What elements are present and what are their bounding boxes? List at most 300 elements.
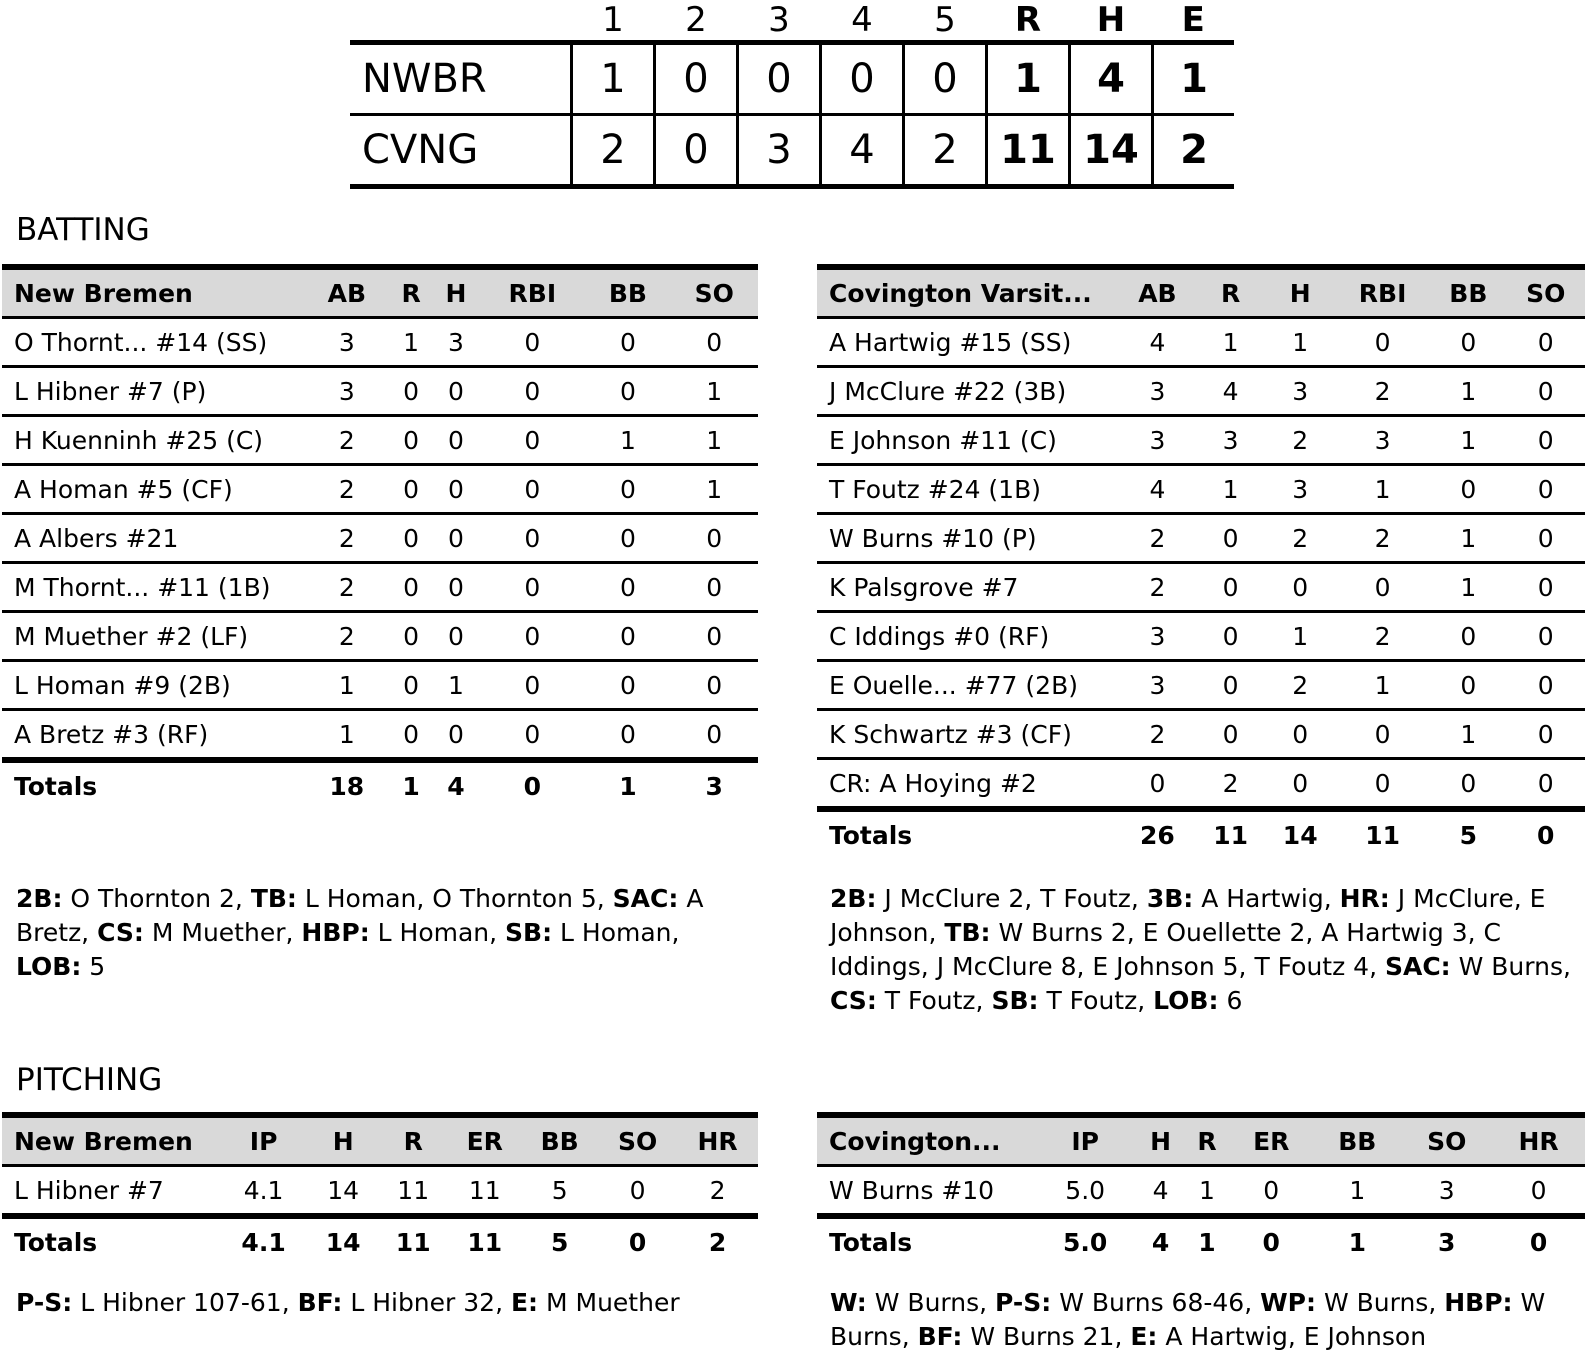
stat-cell: 1 — [304, 661, 390, 710]
player-row — [817, 759, 1585, 810]
column-header: SO — [670, 267, 758, 318]
stat-cell: 0 — [1537, 768, 1554, 798]
player-name: M Thornt... #11 (1B) — [2, 563, 304, 612]
stat-cell: 1 — [390, 318, 433, 367]
note-label: LOB: — [1153, 986, 1219, 1015]
note-label: SAC: — [1384, 952, 1451, 981]
inning-header: 4 — [851, 0, 873, 40]
stat-cell: 1 — [1430, 710, 1506, 759]
stat-cell: 2 — [1119, 710, 1196, 759]
stat-cell: 0 — [1335, 563, 1430, 612]
stat-cell: 0 — [433, 514, 480, 563]
stat-cell: 3 — [1438, 1175, 1455, 1205]
stat-cell: 1 — [1430, 514, 1506, 563]
stat-cell: 1 — [1430, 367, 1506, 416]
note-text: 6 — [1218, 986, 1243, 1015]
stat-cell: 0 — [1506, 416, 1585, 465]
note-text: L Hibner 32, — [342, 1288, 511, 1317]
stat-cell: 0 — [479, 416, 585, 465]
column-header: R — [1196, 267, 1266, 318]
pitching-section-title: PITCHING — [16, 1062, 163, 1098]
stat-cell: 2 — [1335, 612, 1430, 661]
line-score-row-home — [350, 115, 1234, 187]
note-label: HBP: — [1444, 1288, 1513, 1317]
batting-notes-covington — [830, 882, 1580, 1018]
total-cell: 0 — [1492, 1216, 1585, 1265]
stat-cell: 2 — [1119, 563, 1196, 612]
player-name: K Palsgrove #7 — [817, 563, 1119, 612]
team-name-header: New Bremen — [2, 267, 304, 318]
inning-score: 0 — [655, 115, 738, 187]
stat-cell: 0 — [1506, 367, 1585, 416]
note-label: TB: — [250, 884, 297, 913]
stat-cell: 0 — [479, 514, 585, 563]
stat-cell: 0 — [390, 661, 433, 710]
inning-score: 0 — [904, 43, 987, 115]
stat-cell: 0 — [390, 514, 433, 563]
stat-cell: 0 — [706, 719, 723, 749]
player-name: C Iddings #0 (RF) — [817, 612, 1119, 661]
stat-cell: 1 — [338, 719, 355, 749]
inning-header: 2 — [685, 0, 707, 40]
stat-cell: 11 — [397, 1175, 430, 1205]
stat-cell: 0 — [1265, 710, 1335, 759]
stat-cell: 4 — [1119, 465, 1196, 514]
stat-cell: 0 — [1506, 514, 1585, 563]
column-header: SO — [1506, 267, 1585, 318]
stat-cell: 0 — [1335, 318, 1430, 367]
note-label: SB: — [505, 918, 553, 947]
total-hits: 14 — [1070, 115, 1153, 187]
player-name: A Albers #21 — [2, 514, 304, 563]
stat-cell: 0 — [670, 563, 758, 612]
note-text: A Hartwig, E Johnson — [1157, 1322, 1427, 1351]
stat-cell: 0 — [1506, 318, 1585, 367]
total-cell: 1 — [1185, 1216, 1230, 1265]
stat-cell: 0 — [1506, 465, 1585, 514]
note-label: 3B: — [1146, 884, 1194, 913]
player-row — [2, 367, 758, 416]
stat-cell: 0 — [433, 416, 480, 465]
stat-cell: 3 — [1119, 612, 1196, 661]
stat-cell: 0 — [670, 661, 758, 710]
note-text: W Burns 21, — [962, 1322, 1131, 1351]
column-header: H — [433, 267, 480, 318]
stat-cell: 0 — [585, 318, 670, 367]
column-header: BB — [1313, 1115, 1401, 1166]
stat-cell: 2 — [1265, 661, 1335, 710]
total-cell: 5 — [1430, 809, 1506, 858]
column-header: RBI — [479, 267, 585, 318]
stat-cell: 0 — [403, 719, 420, 749]
pitching-table-new-bremen — [2, 1112, 758, 1265]
total-cell: 4.1 — [219, 1216, 308, 1265]
stat-cell: 1 — [670, 465, 758, 514]
column-header: BB — [585, 267, 670, 318]
inning-score: 0 — [655, 43, 738, 115]
stat-cell: 3 — [1119, 367, 1196, 416]
stat-cell: 2 — [304, 416, 390, 465]
total-cell: 0 — [1506, 809, 1585, 858]
stat-cell: 0 — [433, 367, 480, 416]
stat-cell: 0 — [1506, 661, 1585, 710]
player-row — [817, 514, 1585, 563]
player-row — [817, 661, 1585, 710]
stat-cell: 1 — [433, 661, 480, 710]
stat-cell: 0 — [479, 318, 585, 367]
stat-cell: 1 — [585, 416, 670, 465]
note-label: HR: — [1339, 884, 1390, 913]
player-name: M Muether #2 (LF) — [2, 612, 304, 661]
stat-cell: 0 — [1506, 710, 1585, 759]
column-header: SO — [598, 1115, 677, 1166]
stat-cell: 2 — [304, 514, 390, 563]
player-name: T Foutz #24 (1B) — [817, 465, 1119, 514]
note-label: CS: — [830, 986, 877, 1015]
player-name: W Burns #10 — [829, 1175, 995, 1205]
stat-cell: 2 — [1335, 514, 1430, 563]
player-name: J McClure #22 (3B) — [817, 367, 1119, 416]
stat-cell: 0 — [670, 514, 758, 563]
player-row — [2, 416, 758, 465]
stat-cell: 0 — [1196, 710, 1266, 759]
column-header: ER — [1229, 1115, 1313, 1166]
runs-header: R — [1014, 0, 1042, 40]
note-text: M Muether, — [143, 918, 302, 947]
note-label: P-S: — [995, 1288, 1052, 1317]
total-errors: 2 — [1153, 115, 1235, 187]
totals-row — [2, 1216, 758, 1265]
stat-cell: 0 — [585, 367, 670, 416]
stat-cell: 11 — [468, 1175, 501, 1205]
stat-cell: 0 — [1335, 710, 1430, 759]
total-runs: 1 — [987, 43, 1070, 115]
stat-cell: 0 — [1506, 612, 1585, 661]
pitching-table-covington — [817, 1112, 1585, 1265]
totals-row — [817, 809, 1585, 858]
note-text: A Bretz, — [16, 884, 704, 947]
stats-header-row — [817, 1115, 1585, 1166]
note-label: W: — [830, 1288, 867, 1317]
totals-row — [817, 1216, 1585, 1265]
total-cell: 0 — [479, 760, 585, 809]
stat-cell: 2 — [304, 465, 390, 514]
note-label: E: — [510, 1288, 539, 1317]
stat-cell: 0 — [585, 661, 670, 710]
column-header: IP — [219, 1115, 308, 1166]
stat-cell: 5 — [551, 1175, 568, 1205]
stat-cell: 0 — [1374, 768, 1391, 798]
player-row — [817, 563, 1585, 612]
stat-cell: 0 — [670, 318, 758, 367]
note-label: BF: — [297, 1288, 343, 1317]
column-header: BB — [1430, 267, 1506, 318]
note-text: L Homan, — [369, 918, 506, 947]
stat-cell: 1 — [1265, 612, 1335, 661]
note-text: L Homan, — [552, 918, 680, 947]
stat-cell: 0 — [433, 612, 480, 661]
note-label: CS: — [97, 918, 144, 947]
player-name: K Schwartz #3 (CF) — [817, 710, 1119, 759]
player-name: A Bretz #3 (RF) — [14, 719, 209, 749]
player-name: O Thornt... #14 (SS) — [2, 318, 304, 367]
stat-cell: 4 — [1196, 367, 1266, 416]
inning-header: 5 — [934, 0, 956, 40]
column-header: AB — [304, 267, 390, 318]
inning-score: 0 — [821, 43, 904, 115]
errors-header: E — [1181, 0, 1205, 40]
stat-cell: 0 — [629, 1175, 646, 1205]
team-abbr: CVNG — [362, 127, 479, 173]
inning-score: 2 — [904, 115, 987, 187]
stat-cell: 0 — [1530, 1175, 1547, 1205]
total-cell: 3 — [670, 760, 758, 809]
hits-header: H — [1096, 0, 1126, 40]
stat-cell: 4 — [1119, 318, 1196, 367]
stat-cell: 1 — [1335, 661, 1430, 710]
total-cell: 3 — [1401, 1216, 1492, 1265]
line-score-table — [350, 0, 1234, 189]
player-name: A Homan #5 (CF) — [2, 465, 304, 514]
line-score-header — [350, 0, 1234, 43]
stat-cell: 2 — [1335, 367, 1430, 416]
player-row — [2, 661, 758, 710]
player-row — [817, 367, 1585, 416]
player-row — [2, 318, 758, 367]
note-text: M Muether — [538, 1288, 680, 1317]
stat-cell: 0 — [1196, 661, 1266, 710]
total-cell: 1 — [390, 760, 433, 809]
total-hits: 4 — [1070, 43, 1153, 115]
stat-cell: 1 — [1335, 465, 1430, 514]
stat-cell: 0 — [585, 514, 670, 563]
stat-cell: 0 — [670, 612, 758, 661]
team-abbr: NWBR — [362, 56, 487, 102]
stat-cell: 0 — [1149, 768, 1166, 798]
total-cell: 11 — [378, 1216, 448, 1265]
note-text: W Burns, — [1450, 952, 1571, 981]
stat-cell: 3 — [304, 367, 390, 416]
total-cell: 1 — [1313, 1216, 1401, 1265]
column-header: AB — [1119, 267, 1196, 318]
total-cell: 11 — [1196, 809, 1266, 858]
note-text: J McClure 2, T Foutz, — [876, 884, 1147, 913]
stat-cell: 5.0 — [1065, 1175, 1106, 1205]
note-label: HBP: — [301, 918, 370, 947]
stat-cell: 0 — [433, 465, 480, 514]
inning-header: 3 — [768, 0, 790, 40]
player-row — [2, 514, 758, 563]
column-header: SO — [1401, 1115, 1492, 1166]
note-label: P-S: — [16, 1288, 73, 1317]
stat-cell: 2 — [1119, 514, 1196, 563]
player-row — [2, 710, 758, 761]
note-text: L Hibner 107-61, — [72, 1288, 298, 1317]
column-header: BB — [521, 1115, 598, 1166]
player-name: L Homan #9 (2B) — [2, 661, 304, 710]
stat-cell: 0 — [1196, 514, 1266, 563]
note-label: 2B: — [830, 884, 877, 913]
batting-table-new-bremen — [2, 264, 758, 809]
stat-cell: 3 — [1335, 416, 1430, 465]
stat-cell: 0 — [479, 465, 585, 514]
inning-score: 2 — [572, 115, 655, 187]
stat-cell: 0 — [390, 612, 433, 661]
total-cell: 18 — [304, 760, 390, 809]
note-text: W Burns, — [1316, 1288, 1445, 1317]
stat-cell: 1 — [1265, 318, 1335, 367]
stat-cell: 2 — [1222, 768, 1239, 798]
stats-header-row — [2, 267, 758, 318]
player-name: H Kuenninh #25 (C) — [2, 416, 304, 465]
stat-cell: 0 — [1196, 612, 1266, 661]
column-header: RBI — [1335, 267, 1430, 318]
note-label: E: — [1130, 1322, 1158, 1351]
note-text: T Foutz, — [1038, 986, 1154, 1015]
player-row — [2, 1166, 758, 1217]
note-text: W Burns 68-46, — [1051, 1288, 1261, 1317]
inning-score: 0 — [738, 43, 821, 115]
stat-cell: 0 — [585, 465, 670, 514]
stat-cell: 3 — [1119, 661, 1196, 710]
player-name: A Hartwig #15 (SS) — [817, 318, 1119, 367]
total-cell: 0 — [598, 1216, 677, 1265]
column-header: IP — [1034, 1115, 1136, 1166]
player-name: L Hibner #7 (P) — [2, 367, 304, 416]
pitching-notes-new-bremen — [16, 1286, 751, 1320]
batting-section-title: BATTING — [16, 212, 150, 248]
note-label: BF: — [917, 1322, 963, 1351]
column-header: R — [390, 267, 433, 318]
total-errors: 1 — [1153, 43, 1235, 115]
player-row — [817, 465, 1585, 514]
stat-cell: 1 — [1349, 1175, 1366, 1205]
total-cell: 2 — [677, 1216, 758, 1265]
stats-header-row — [2, 1115, 758, 1166]
team-name-header: Covington... — [817, 1115, 1034, 1166]
batting-notes-new-bremen — [16, 882, 751, 984]
column-header: R — [1185, 1115, 1230, 1166]
player-row — [2, 612, 758, 661]
player-name: W Burns #10 (P) — [817, 514, 1119, 563]
note-text: L Homan, O Thornton 5, — [296, 884, 613, 913]
stat-cell: 0 — [479, 367, 585, 416]
stat-cell: 0 — [585, 563, 670, 612]
stat-cell: 0 — [390, 367, 433, 416]
player-row — [817, 416, 1585, 465]
total-cell: 5.0 — [1034, 1216, 1136, 1265]
player-name: E Johnson #11 (C) — [817, 416, 1119, 465]
stat-cell: 0 — [479, 612, 585, 661]
team-name-header: Covington Varsit... — [817, 267, 1119, 318]
stat-cell: 0 — [524, 719, 541, 749]
stat-cell: 0 — [1430, 318, 1506, 367]
stat-cell: 1 — [670, 416, 758, 465]
team-column-header — [350, 0, 572, 43]
player-name: L Hibner #7 — [14, 1175, 164, 1205]
stat-cell: 3 — [1119, 416, 1196, 465]
stat-cell: 2 — [304, 612, 390, 661]
stat-cell: 1 — [670, 367, 758, 416]
team-name-header: New Bremen — [2, 1115, 219, 1166]
note-text: J McClure, E Johnson, — [830, 884, 1546, 947]
stat-cell: 2 — [304, 563, 390, 612]
inning-header: 1 — [602, 0, 624, 40]
stat-cell: 4 — [1152, 1175, 1169, 1205]
total-cell: 14 — [308, 1216, 378, 1265]
stat-cell: 4.1 — [243, 1175, 284, 1205]
totals-label: Totals — [817, 1216, 1034, 1265]
stat-cell: 0 — [390, 416, 433, 465]
stat-cell: 0 — [1430, 612, 1506, 661]
column-header: H — [308, 1115, 378, 1166]
stat-cell: 0 — [1430, 465, 1506, 514]
player-row — [2, 563, 758, 612]
total-cell: 11 — [448, 1216, 521, 1265]
stat-cell: 0 — [1460, 768, 1477, 798]
stat-cell: 0 — [1430, 661, 1506, 710]
note-label: SAC: — [612, 884, 679, 913]
total-cell: 5 — [521, 1216, 598, 1265]
stat-cell: 3 — [1265, 367, 1335, 416]
stat-cell: 0 — [390, 563, 433, 612]
inning-score: 3 — [738, 115, 821, 187]
player-name: CR: A Hoying #2 — [829, 768, 1037, 798]
total-cell: 4 — [433, 760, 480, 809]
stat-cell: 3 — [433, 318, 480, 367]
note-text: W Burns 2, E Ouellette 2, A Hartwig 3, C Iddings, J McClure 8, E Johnson 5, T Foutz 4, — [830, 918, 1501, 981]
stat-cell: 0 — [1263, 1175, 1280, 1205]
player-row — [817, 612, 1585, 661]
stat-cell: 0 — [1506, 563, 1585, 612]
note-label: WP: — [1260, 1288, 1317, 1317]
inning-score: 1 — [572, 43, 655, 115]
pitching-notes-covington — [830, 1286, 1580, 1354]
note-text: W Burns, — [866, 1288, 996, 1317]
stat-cell: 2 — [1265, 514, 1335, 563]
stat-cell: 2 — [709, 1175, 726, 1205]
stat-cell: 0 — [479, 563, 585, 612]
note-text: 5 — [81, 952, 106, 981]
column-header: H — [1265, 267, 1335, 318]
note-text: A Hartwig, — [1193, 884, 1340, 913]
stat-cell: 3 — [1196, 416, 1266, 465]
stat-cell: 0 — [619, 719, 636, 749]
note-text: T Foutz, — [876, 986, 992, 1015]
note-label: TB: — [944, 918, 991, 947]
batting-table-covington — [817, 264, 1585, 858]
total-cell: 26 — [1119, 809, 1196, 858]
totals-label: Totals — [2, 760, 304, 809]
inning-score: 4 — [821, 115, 904, 187]
stat-cell: 1 — [1196, 465, 1266, 514]
stat-cell: 1 — [1430, 416, 1506, 465]
totals-label: Totals — [817, 809, 1119, 858]
stat-cell: 0 — [585, 612, 670, 661]
column-header: ER — [448, 1115, 521, 1166]
total-cell: 0 — [1229, 1216, 1313, 1265]
stats-header-row — [817, 267, 1585, 318]
total-cell: 11 — [1335, 809, 1430, 858]
total-cell: 1 — [585, 760, 670, 809]
stat-cell: 3 — [304, 318, 390, 367]
stat-cell: 0 — [1292, 768, 1309, 798]
note-label: SB: — [991, 986, 1039, 1015]
totals-label: Totals — [2, 1216, 219, 1265]
player-row — [2, 465, 758, 514]
note-text: W Burns, — [830, 1288, 1546, 1351]
player-row — [817, 1166, 1585, 1217]
